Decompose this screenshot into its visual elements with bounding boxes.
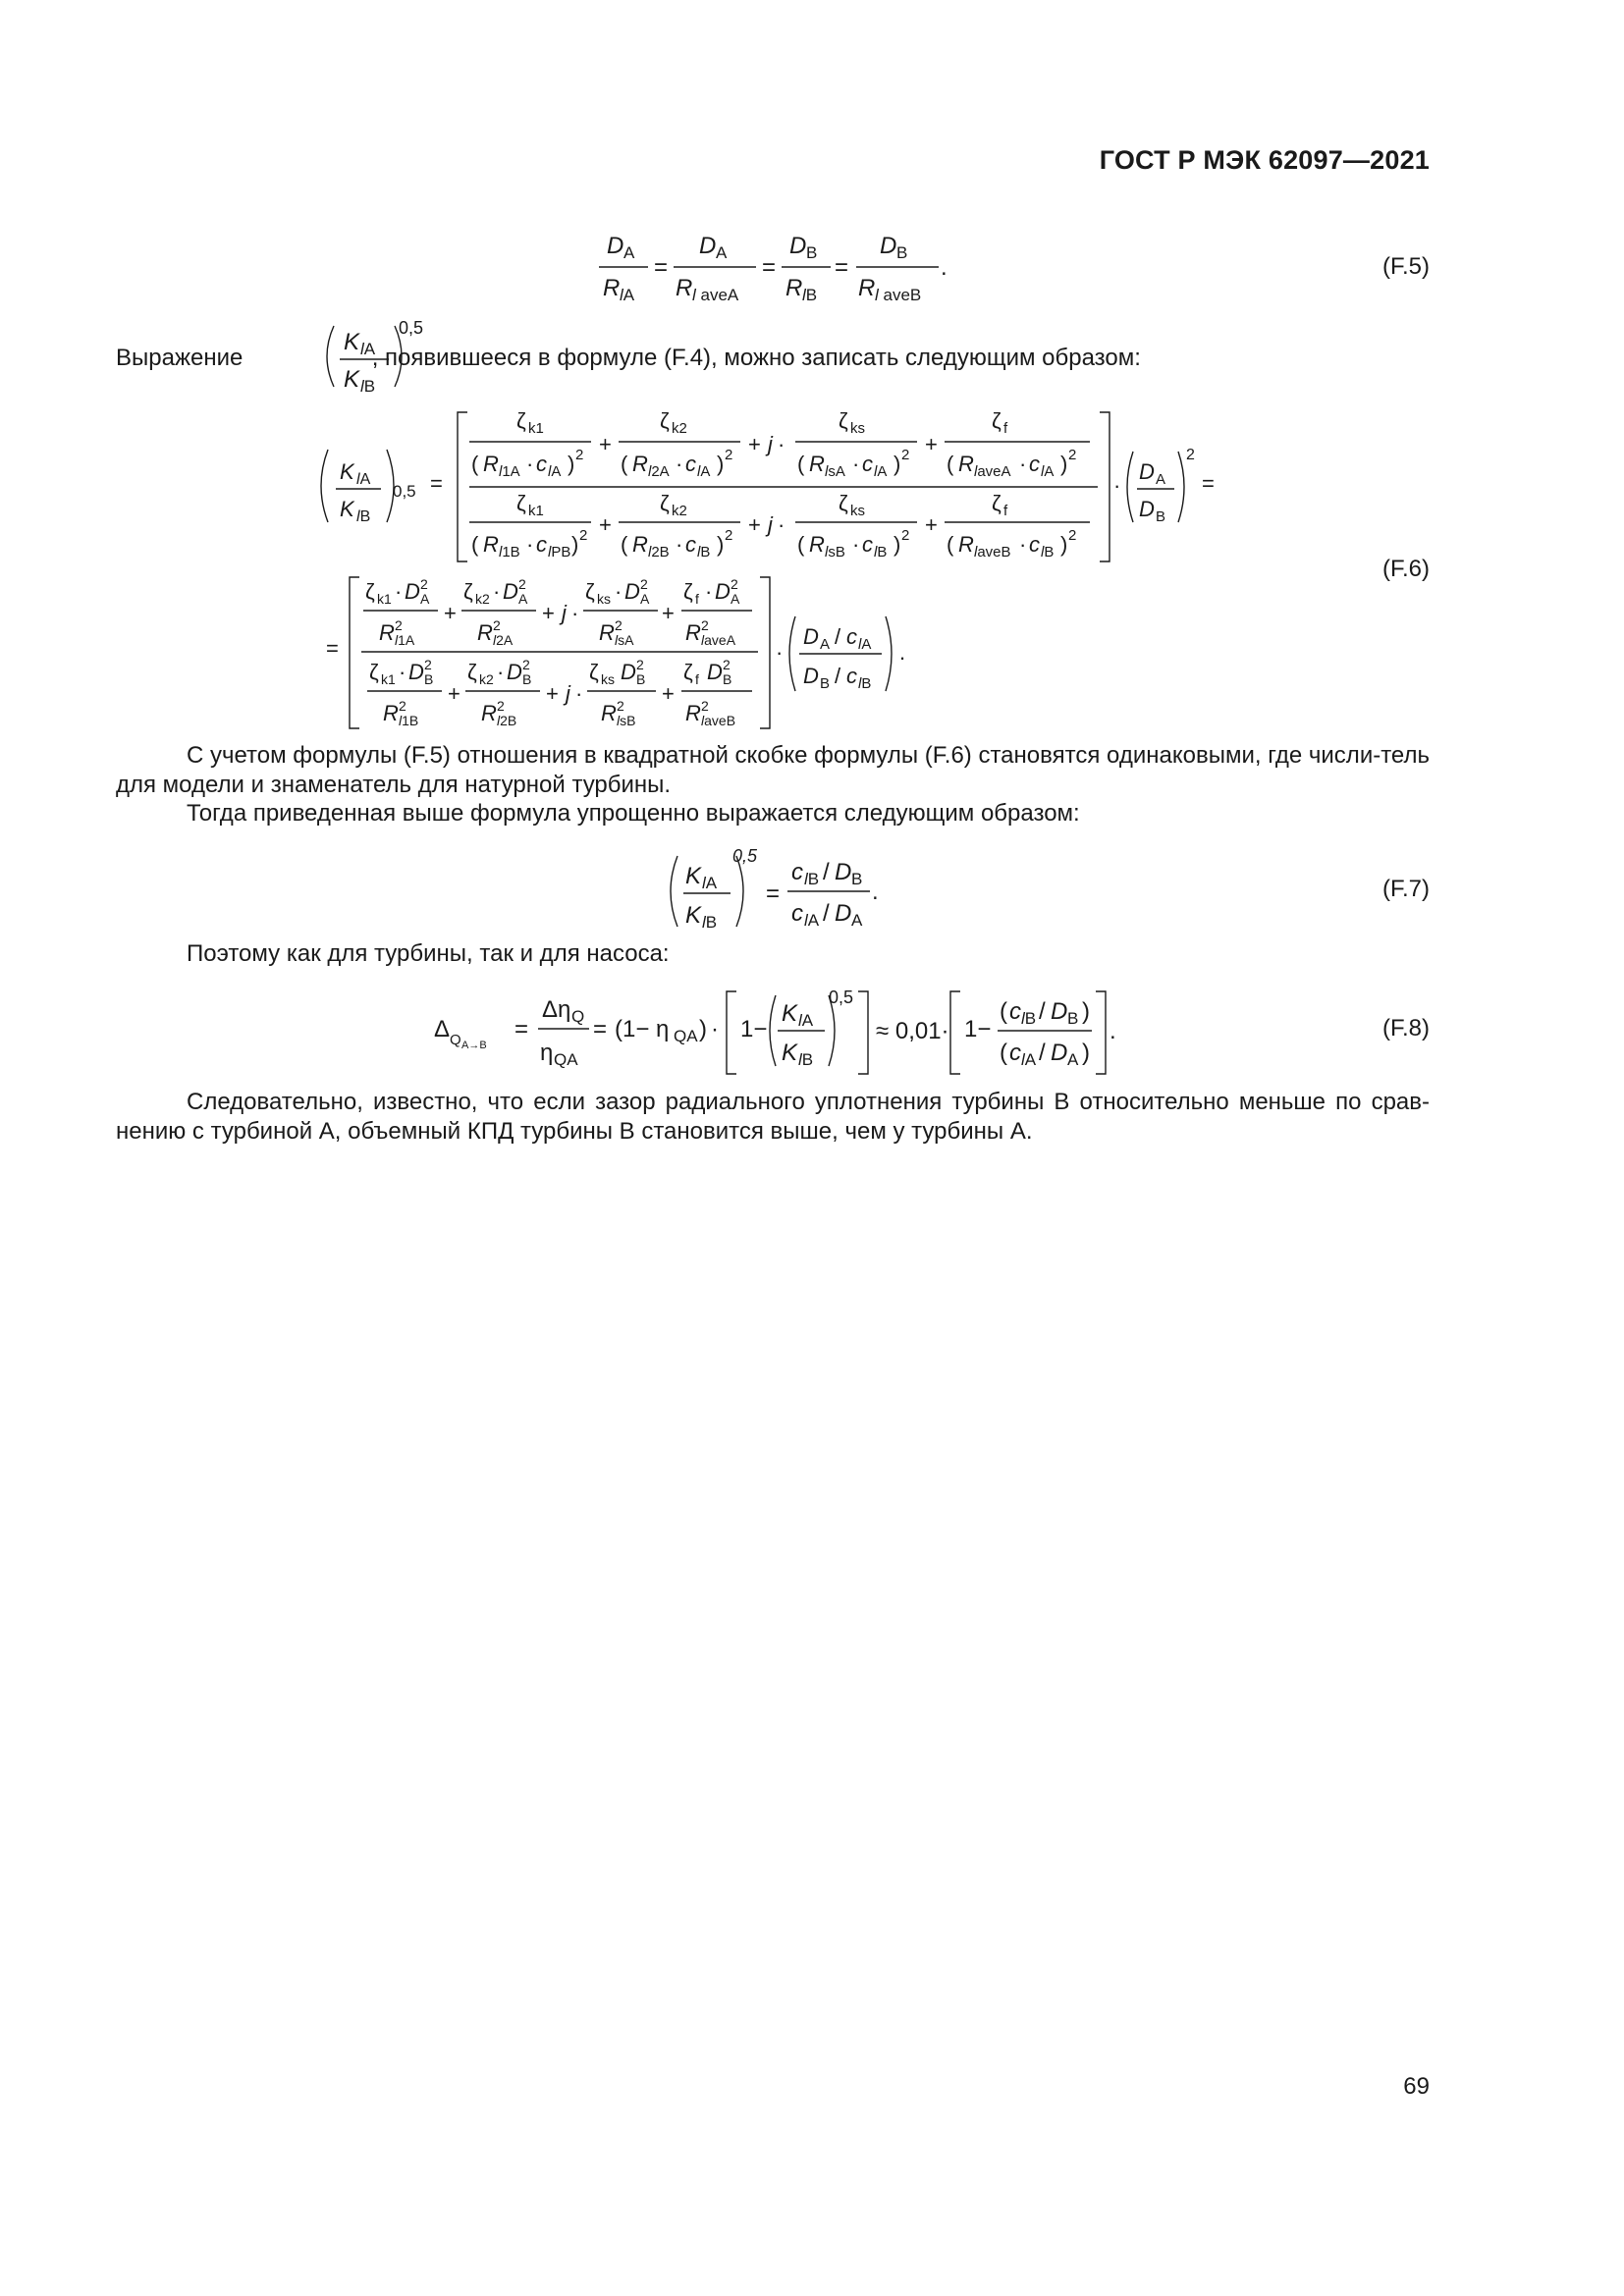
svg-text:2: 2 — [615, 617, 623, 633]
svg-text:l1B: l1B — [399, 713, 419, 728]
svg-text:f: f — [695, 671, 699, 687]
svg-text:0,5: 0,5 — [732, 846, 758, 866]
svg-text:D: D — [699, 233, 717, 259]
svg-text:R: R — [685, 620, 701, 645]
svg-text:l aveA: l aveA — [692, 286, 739, 304]
svg-text:K: K — [340, 497, 354, 521]
svg-text:=: = — [593, 1016, 608, 1042]
svg-text:c: c — [685, 452, 696, 476]
svg-text:lB: lB — [702, 913, 718, 932]
svg-text:2: 2 — [497, 698, 505, 714]
svg-text:A: A — [1067, 1050, 1079, 1069]
svg-text:+: + — [546, 681, 559, 706]
svg-text:+: + — [925, 512, 938, 537]
svg-text:lsA: lsA — [825, 463, 845, 480]
inline-ratio-expression — [320, 312, 438, 400]
svg-text:K: K — [340, 459, 354, 484]
svg-text:=: = — [835, 254, 849, 281]
svg-text:R: R — [483, 452, 499, 476]
svg-text:lB: lB — [1041, 544, 1055, 561]
svg-text:+: + — [448, 681, 460, 706]
svg-text:R: R — [958, 532, 974, 557]
svg-text:+: + — [748, 512, 761, 537]
svg-text:+: + — [444, 601, 457, 625]
svg-text:R: R — [809, 532, 825, 557]
svg-text:f: f — [1003, 420, 1008, 437]
svg-text:2: 2 — [701, 617, 709, 633]
svg-text:A: A — [640, 591, 650, 607]
svg-text:2: 2 — [640, 576, 648, 592]
svg-text:c: c — [791, 900, 803, 927]
svg-text:0,5: 0,5 — [829, 988, 854, 1007]
svg-text:2: 2 — [723, 657, 731, 672]
svg-text:lB: lB — [697, 544, 711, 561]
svg-text:lB: lB — [1021, 1009, 1037, 1028]
svg-text:2: 2 — [522, 657, 530, 672]
svg-text:A: A — [623, 243, 635, 262]
svg-text:+: + — [542, 601, 555, 625]
svg-text:R: R — [632, 452, 648, 476]
svg-text:·: · — [711, 1016, 719, 1042]
svg-text:R: R — [477, 620, 493, 645]
svg-text:2: 2 — [701, 698, 709, 714]
svg-text:k2: k2 — [672, 420, 687, 437]
svg-text:k1: k1 — [377, 591, 392, 607]
paragraph-formula-f5-note — [116, 741, 1430, 800]
svg-text:=: = — [326, 636, 339, 661]
svg-text:2: 2 — [493, 617, 501, 633]
svg-text:D: D — [1139, 497, 1155, 521]
svg-text:B: B — [820, 675, 831, 692]
svg-text:Δ: Δ — [434, 1016, 451, 1042]
svg-text:·: · — [571, 601, 579, 625]
svg-text:ζ: ζ — [365, 579, 375, 604]
svg-text:·: · — [493, 579, 501, 604]
svg-text:·: · — [676, 532, 683, 557]
svg-text:lA: lA — [1041, 463, 1055, 480]
svg-text:B: B — [896, 243, 908, 262]
svg-text:D: D — [789, 233, 807, 259]
svg-text:c: c — [846, 664, 857, 688]
svg-text:k1: k1 — [528, 420, 544, 437]
svg-text:·: · — [852, 452, 860, 476]
expression-word: Выражение — [116, 345, 244, 371]
svg-text:R: R — [809, 452, 825, 476]
svg-text:QA: QA — [554, 1050, 578, 1069]
svg-text:·: · — [1113, 473, 1121, 498]
svg-text:k2: k2 — [672, 503, 687, 519]
svg-text:B: B — [424, 671, 434, 687]
svg-text:ζ: ζ — [516, 491, 526, 515]
paragraph-text: Поэтому как для турбины, так и для насоса: — [187, 940, 670, 967]
svg-text:2: 2 — [901, 447, 910, 463]
svg-text:lA: lA — [697, 463, 711, 480]
svg-text:): ) — [1060, 532, 1068, 557]
svg-text:D: D — [803, 624, 819, 649]
svg-text:): ) — [893, 452, 901, 476]
svg-text:·: · — [852, 532, 860, 557]
svg-text:·: · — [575, 681, 583, 706]
svg-text:laveA: laveA — [974, 463, 1011, 480]
svg-text:): ) — [1082, 998, 1090, 1025]
svg-text:R: R — [632, 532, 648, 557]
equation-number-f6: (F.6) — [1382, 556, 1430, 582]
svg-text:laveB: laveB — [701, 713, 736, 728]
svg-text:ζ: ζ — [992, 408, 1001, 433]
svg-text:k1: k1 — [528, 503, 544, 519]
svg-text:c: c — [1029, 532, 1040, 557]
svg-text:lPB: lPB — [548, 544, 571, 561]
svg-text:=: = — [430, 471, 443, 496]
svg-text:l2A: l2A — [493, 632, 514, 648]
svg-text:lsA: lsA — [615, 632, 634, 648]
svg-text:ζ: ζ — [585, 579, 595, 604]
svg-text:l1A: l1A — [395, 632, 415, 648]
svg-text:A: A — [420, 591, 430, 607]
svg-text:D: D — [408, 660, 424, 684]
svg-text:(: ( — [471, 532, 479, 557]
svg-text:=: = — [766, 881, 781, 907]
svg-text:lB: lB — [858, 675, 872, 692]
svg-text:(: ( — [947, 532, 954, 557]
svg-text:lsB: lsB — [617, 713, 636, 728]
svg-text:A: A — [1156, 471, 1166, 488]
svg-text:/: / — [1039, 998, 1046, 1025]
svg-text:2: 2 — [725, 527, 733, 544]
svg-text:(: ( — [621, 532, 628, 557]
svg-text:c: c — [1009, 1040, 1021, 1066]
svg-text:lA: lA — [874, 463, 888, 480]
svg-text:K: K — [685, 902, 702, 929]
svg-text:k2: k2 — [475, 591, 490, 607]
svg-text:R: R — [383, 701, 399, 725]
svg-text:ζ: ζ — [589, 660, 599, 684]
svg-text:B: B — [636, 671, 646, 687]
svg-text:D: D — [1139, 459, 1155, 484]
svg-text:D: D — [715, 579, 731, 604]
svg-text:·: · — [776, 640, 784, 665]
svg-text:): ) — [568, 452, 575, 476]
svg-text:lB: lB — [804, 870, 820, 888]
svg-text:+: + — [662, 601, 675, 625]
svg-text:ζ: ζ — [839, 408, 848, 433]
svg-text:2: 2 — [518, 576, 526, 592]
svg-text:ζ: ζ — [683, 660, 693, 684]
svg-text:.: . — [941, 254, 947, 281]
svg-text:D: D — [880, 233, 897, 259]
svg-text:2: 2 — [420, 576, 428, 592]
svg-text:): ) — [571, 532, 579, 557]
svg-text:B: B — [806, 243, 818, 262]
svg-text:2: 2 — [1068, 527, 1077, 544]
svg-text:R: R — [481, 701, 497, 725]
svg-text:2: 2 — [395, 617, 403, 633]
svg-text:2: 2 — [901, 527, 910, 544]
svg-text:lB: lB — [356, 508, 371, 525]
svg-text:K: K — [344, 329, 360, 355]
equation-number-f5: (F.5) — [1382, 253, 1430, 280]
equation-f8 — [432, 982, 1139, 1090]
svg-text:(1− η: (1− η — [615, 1016, 670, 1042]
svg-text:D: D — [507, 660, 522, 684]
svg-text:D: D — [503, 579, 518, 604]
svg-text:ζ: ζ — [660, 491, 670, 515]
equation-f6 — [314, 402, 1237, 736]
svg-text:ks: ks — [601, 671, 615, 687]
svg-text:lsB: lsB — [825, 544, 845, 561]
svg-text:/: / — [823, 900, 830, 927]
svg-text:D: D — [835, 900, 852, 927]
svg-text:R: R — [599, 620, 615, 645]
svg-text:): ) — [893, 532, 901, 557]
svg-text:2: 2 — [575, 447, 584, 463]
svg-text:ks: ks — [850, 420, 865, 437]
svg-text:): ) — [717, 532, 725, 557]
svg-text:c: c — [685, 532, 696, 557]
svg-text:c: c — [1009, 998, 1021, 1025]
svg-text:lA: lA — [804, 911, 820, 930]
svg-text:lA: lA — [620, 286, 635, 304]
svg-text:lA: lA — [360, 340, 376, 358]
svg-text:=: = — [762, 254, 777, 281]
svg-text:): ) — [699, 1016, 707, 1042]
svg-text:j: j — [562, 601, 567, 625]
svg-text:c: c — [862, 452, 873, 476]
svg-text:ζ: ζ — [992, 491, 1001, 515]
svg-text:D: D — [607, 233, 624, 259]
paragraph-simplification — [116, 799, 1430, 828]
paragraph-turbine-pump — [116, 939, 1430, 969]
svg-text:/: / — [1039, 1040, 1046, 1066]
svg-text:2: 2 — [579, 527, 588, 544]
svg-text:·: · — [526, 452, 534, 476]
svg-text:R: R — [379, 620, 395, 645]
equation-f7 — [664, 842, 899, 940]
svg-text:K: K — [782, 1040, 798, 1066]
svg-text:2: 2 — [731, 576, 738, 592]
svg-text:2: 2 — [617, 698, 624, 714]
svg-text:+: + — [925, 432, 938, 456]
svg-text:0,5: 0,5 — [399, 318, 424, 338]
svg-text:A: A — [716, 243, 728, 262]
svg-text:ζ: ζ — [683, 579, 693, 604]
svg-text:ζ: ζ — [516, 408, 526, 433]
svg-text:ζ: ζ — [660, 408, 670, 433]
svg-text:2: 2 — [424, 657, 432, 672]
svg-text:R: R — [676, 275, 693, 301]
svg-text:Q: Q — [571, 1007, 585, 1026]
svg-text:lA: lA — [548, 463, 562, 480]
svg-text:·: · — [615, 579, 623, 604]
svg-text:D: D — [621, 660, 636, 684]
svg-text:lB: lB — [874, 544, 888, 561]
svg-text:Q: Q — [450, 1032, 461, 1048]
svg-text:l aveB: l aveB — [875, 286, 922, 304]
svg-text:R: R — [483, 532, 499, 557]
svg-text:lA: lA — [1021, 1050, 1037, 1069]
paragraph-conclusion — [116, 1088, 1430, 1147]
svg-text:f: f — [695, 591, 699, 607]
svg-text:/: / — [835, 624, 841, 649]
svg-text:j: j — [768, 512, 773, 537]
svg-text:R: R — [685, 701, 701, 725]
svg-text:): ) — [1082, 1040, 1090, 1066]
svg-text:QA: QA — [674, 1027, 698, 1045]
svg-text:ζ: ζ — [467, 660, 477, 684]
svg-text:D: D — [1051, 998, 1068, 1025]
page-number: 69 — [1403, 2073, 1430, 2100]
svg-text:): ) — [717, 452, 725, 476]
svg-text:D: D — [405, 579, 420, 604]
svg-text:+: + — [748, 432, 761, 456]
svg-text:ks: ks — [597, 591, 611, 607]
svg-text:·: · — [497, 660, 505, 684]
svg-text:A: A — [518, 591, 528, 607]
svg-text:·: · — [778, 512, 785, 537]
svg-text:A: A — [731, 591, 740, 607]
svg-text:k2: k2 — [479, 671, 494, 687]
svg-text:·: · — [395, 579, 403, 604]
svg-text:K: K — [344, 366, 360, 393]
svg-text:=: = — [1202, 471, 1215, 496]
expression-rest: , появившееся в формуле (F.4), можно записать следующим образом: — [371, 345, 1141, 371]
standard-header: ГОСТ Р МЭК 62097—2021 — [1099, 145, 1430, 175]
svg-text:l2B: l2B — [648, 544, 670, 561]
svg-text:+: + — [599, 512, 612, 537]
svg-text:j: j — [566, 681, 570, 706]
svg-text:.: . — [899, 640, 906, 665]
svg-text:R: R — [785, 275, 803, 301]
svg-text:ζ: ζ — [839, 491, 848, 515]
equation-f5 — [589, 226, 982, 304]
svg-text:(: ( — [797, 452, 805, 476]
svg-text:·: · — [676, 452, 683, 476]
svg-text:): ) — [1060, 452, 1068, 476]
svg-text:1−: 1− — [740, 1016, 768, 1042]
svg-text:·: · — [705, 579, 713, 604]
svg-text:(: ( — [621, 452, 628, 476]
svg-text:2: 2 — [1068, 447, 1077, 463]
svg-text:=: = — [654, 254, 669, 281]
svg-text:lA: lA — [356, 471, 371, 488]
equation-number-f7: (F.7) — [1382, 876, 1430, 902]
svg-text:0,5: 0,5 — [393, 482, 416, 501]
svg-text:l1B: l1B — [499, 544, 520, 561]
svg-text:c: c — [791, 859, 803, 885]
svg-text:lA: lA — [858, 636, 872, 653]
svg-text:(: ( — [471, 452, 479, 476]
svg-text:D: D — [624, 579, 640, 604]
svg-text:·: · — [778, 432, 785, 456]
svg-text:c: c — [862, 532, 873, 557]
svg-text:ks: ks — [850, 503, 865, 519]
expression-sentence — [116, 344, 1430, 373]
svg-text:c: c — [536, 452, 547, 476]
svg-text:D: D — [803, 664, 819, 688]
svg-text:·: · — [526, 532, 534, 557]
svg-text:1−: 1− — [964, 1016, 992, 1042]
svg-text:2: 2 — [1186, 447, 1195, 463]
svg-text:.: . — [872, 879, 879, 905]
svg-text:D: D — [835, 859, 852, 885]
svg-text:laveA: laveA — [701, 632, 736, 648]
svg-text:ζ: ζ — [369, 660, 379, 684]
svg-text:Δη: Δη — [542, 996, 571, 1023]
svg-text:(: ( — [947, 452, 954, 476]
svg-text:R: R — [601, 701, 617, 725]
svg-text:k1: k1 — [381, 671, 396, 687]
svg-text:R: R — [858, 275, 876, 301]
svg-text:R: R — [603, 275, 621, 301]
svg-text:A→B: A→B — [461, 1040, 487, 1051]
svg-text:·: · — [1019, 532, 1027, 557]
svg-text:R: R — [958, 452, 974, 476]
svg-text:c: c — [846, 624, 857, 649]
svg-text:laveB: laveB — [974, 544, 1011, 561]
svg-text:c: c — [536, 532, 547, 557]
svg-text:η: η — [540, 1040, 554, 1066]
paragraph-text: Следовательно, известно, что если зазор радиального уплотнения турбины B относительно меньше по срав-нению с турбиной A, объемный КПД турбины B становится выше, чем у турбины A. — [116, 1089, 1430, 1145]
svg-text:2: 2 — [636, 657, 644, 672]
svg-text:+: + — [662, 681, 675, 706]
svg-text:.: . — [1110, 1018, 1116, 1044]
svg-text:A: A — [820, 636, 831, 653]
svg-text:f: f — [1003, 503, 1008, 519]
svg-text:lB: lB — [802, 286, 818, 304]
paragraph-text: С учетом формулы (F.5) отношения в квадратной скобке формулы (F.6) становятся одинаковыми, где числи-тель для модели и знаменатель для натурной турбины. — [116, 742, 1430, 798]
svg-text:=: = — [514, 1016, 529, 1042]
svg-text:/: / — [835, 664, 841, 688]
svg-text:lB: lB — [798, 1050, 814, 1069]
svg-text:lA: lA — [702, 874, 718, 892]
svg-text:c: c — [1029, 452, 1040, 476]
svg-text:+: + — [599, 432, 612, 456]
svg-text:/: / — [823, 859, 830, 885]
svg-text:B: B — [723, 671, 732, 687]
svg-text:B: B — [1156, 508, 1166, 525]
svg-text:·: · — [399, 660, 406, 684]
paragraph-text: Тогда приведенная выше формула упрощенно выражается следующим образом: — [187, 800, 1080, 827]
svg-text:B: B — [851, 870, 863, 888]
svg-text:2: 2 — [725, 447, 733, 463]
svg-text:l1A: l1A — [499, 463, 520, 480]
svg-text:lB: lB — [360, 377, 376, 396]
svg-text:D: D — [707, 660, 723, 684]
svg-text:l2B: l2B — [497, 713, 517, 728]
svg-text:≈ 0,01·: ≈ 0,01· — [876, 1018, 949, 1044]
svg-text:lA: lA — [798, 1011, 814, 1030]
equation-number-f8: (F.8) — [1382, 1015, 1430, 1041]
svg-text:K: K — [782, 1000, 798, 1027]
svg-text:B: B — [1067, 1009, 1079, 1028]
svg-text:K: K — [685, 863, 702, 889]
svg-text:(: ( — [1000, 1040, 1007, 1066]
svg-text:(: ( — [1000, 998, 1007, 1025]
svg-text:(: ( — [797, 532, 805, 557]
svg-text:l2A: l2A — [648, 463, 670, 480]
svg-text:ζ: ζ — [463, 579, 473, 604]
svg-text:2: 2 — [399, 698, 406, 714]
svg-text:D: D — [1051, 1040, 1068, 1066]
svg-text:j: j — [768, 432, 773, 456]
svg-text:A: A — [851, 911, 863, 930]
svg-text:B: B — [522, 671, 532, 687]
svg-text:·: · — [1019, 452, 1027, 476]
